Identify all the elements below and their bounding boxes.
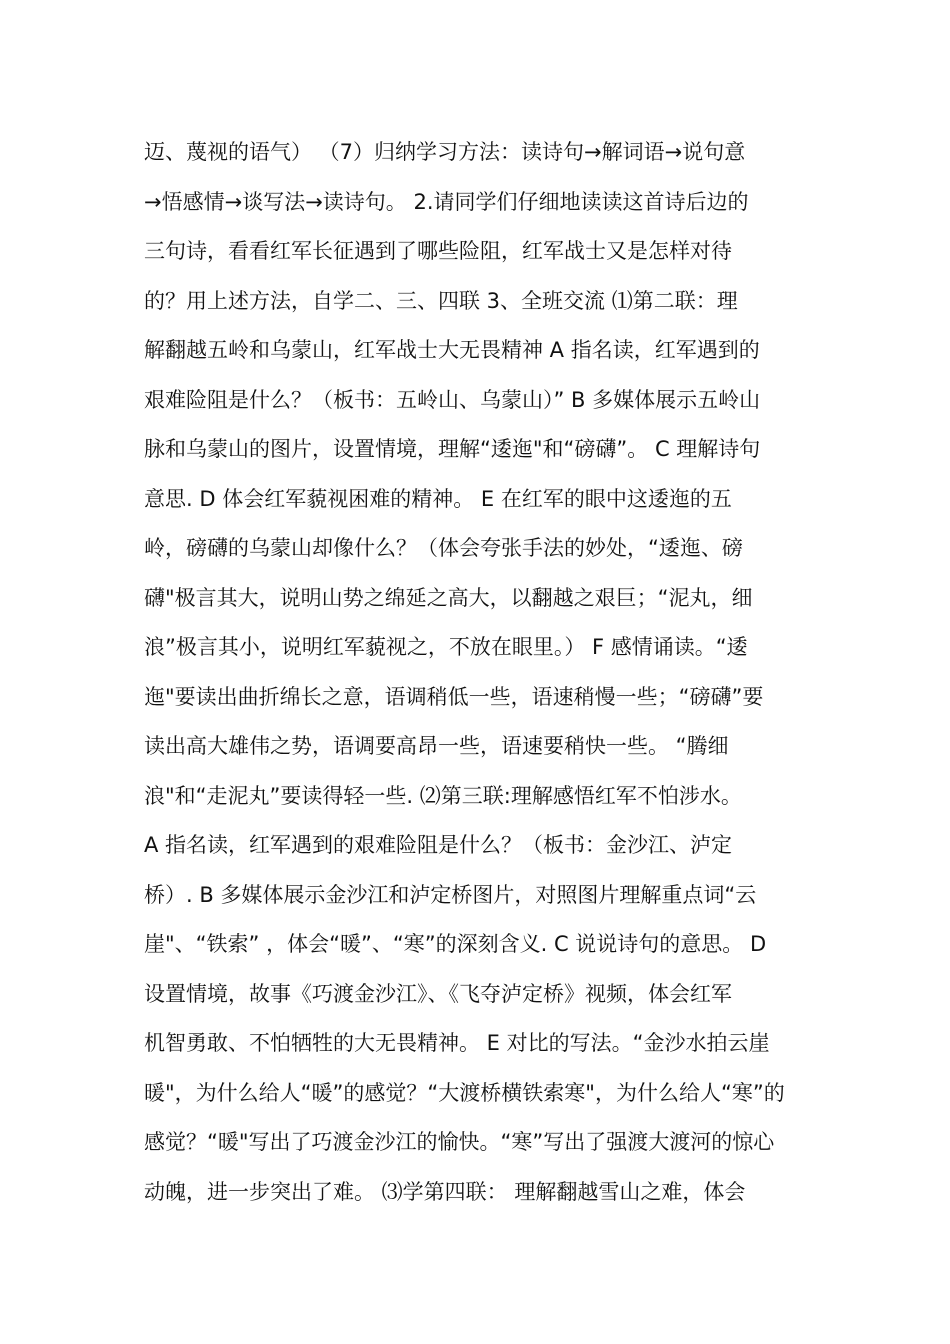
- text-line: 读出高大雄伟之势，语调要高昂一些，语速要稍快一些。 “腾细: [144, 734, 729, 758]
- text-line: 机智勇敢、不怕牺牲的大无畏精神。 E 对比的写法。“金沙水拍云崖: [144, 1031, 770, 1055]
- text-line: 动魄，进一步突出了难。 ⑶学第四联： 理解翻越雪山之难，体会: [144, 1179, 746, 1204]
- text-line: 解翻越五岭和乌蒙山，红军战士大无畏精神 A 指名读，红军遇到的: [144, 338, 760, 362]
- text-line: 浪"和“走泥丸”要读得轻一些. ⑵第三联:理解感悟红军不怕涉水。: [144, 783, 742, 808]
- text-line: 脉和乌蒙山的图片，设置情境，理解“逶迤"和“磅礴”。 C 理解诗句: [144, 437, 761, 461]
- text-line: 岭，磅礴的乌蒙山却像什么？（体会夸张手法的妙处，“逶迤、磅: [144, 536, 743, 560]
- text-line: 设置情境，故事《巧渡金沙江》、《飞夺泸定桥》视频，体会红军: [144, 981, 732, 1006]
- text-line: 艰难险阻是什么？（板书：五岭山、乌蒙山）” B 多媒体展示五岭山: [144, 387, 761, 412]
- text-line: 感觉？“暖"写出了巧渡金沙江的愉快。“寒”写出了强渡大渡河的惊心: [144, 1130, 775, 1154]
- text-line: 暖"，为什么给人“暖”的感觉？“大渡桥横铁索寒"，为什么给人“寒”的: [144, 1080, 785, 1105]
- text-line: 桥）. B 多媒体展示金沙江和泸定桥图片，对照图片理解重点词“云: [144, 882, 757, 907]
- text-line: 浪”极言其小，说明红军藐视之，不放在眼里。） F 感情诵读。“逶: [144, 635, 748, 659]
- text-line: 的？用上述方法，自学二、三、四联 3、全班交流 ⑴第二联：理: [144, 288, 738, 313]
- text-line: 三句诗，看看红军长征遇到了哪些险阻，红军战士又是怎样对待: [144, 239, 732, 263]
- text-line: 崖"、“铁索” ，体会“暖”、“寒”的深刻含义. C 说说诗句的意思。 D: [144, 932, 767, 956]
- text-line: 意思. D 体会红军藐视困难的精神。 E 在红军的眼中这逶迤的五: [144, 486, 732, 511]
- text-line: 礴"极言其大，说明山势之绵延之高大，以翻越之艰巨；“泥丸，细: [144, 585, 753, 610]
- text-line: 迈、蔑视的语气） （7）归纳学习方法：读诗句→解词语→说句意: [144, 140, 746, 164]
- text-line: 迤"要读出曲折绵长之意，语调稍低一些，语速稍慢一些；“磅礴”要: [144, 684, 764, 709]
- text-line: →悟感情→谈写法→读诗句。 2.请同学们仔细地读读这首诗后边的: [144, 189, 749, 214]
- body-text: [144, 128, 814, 1217]
- text-line: A 指名读，红军遇到的艰难险阻是什么？（板书：金沙江、泸定: [144, 833, 733, 857]
